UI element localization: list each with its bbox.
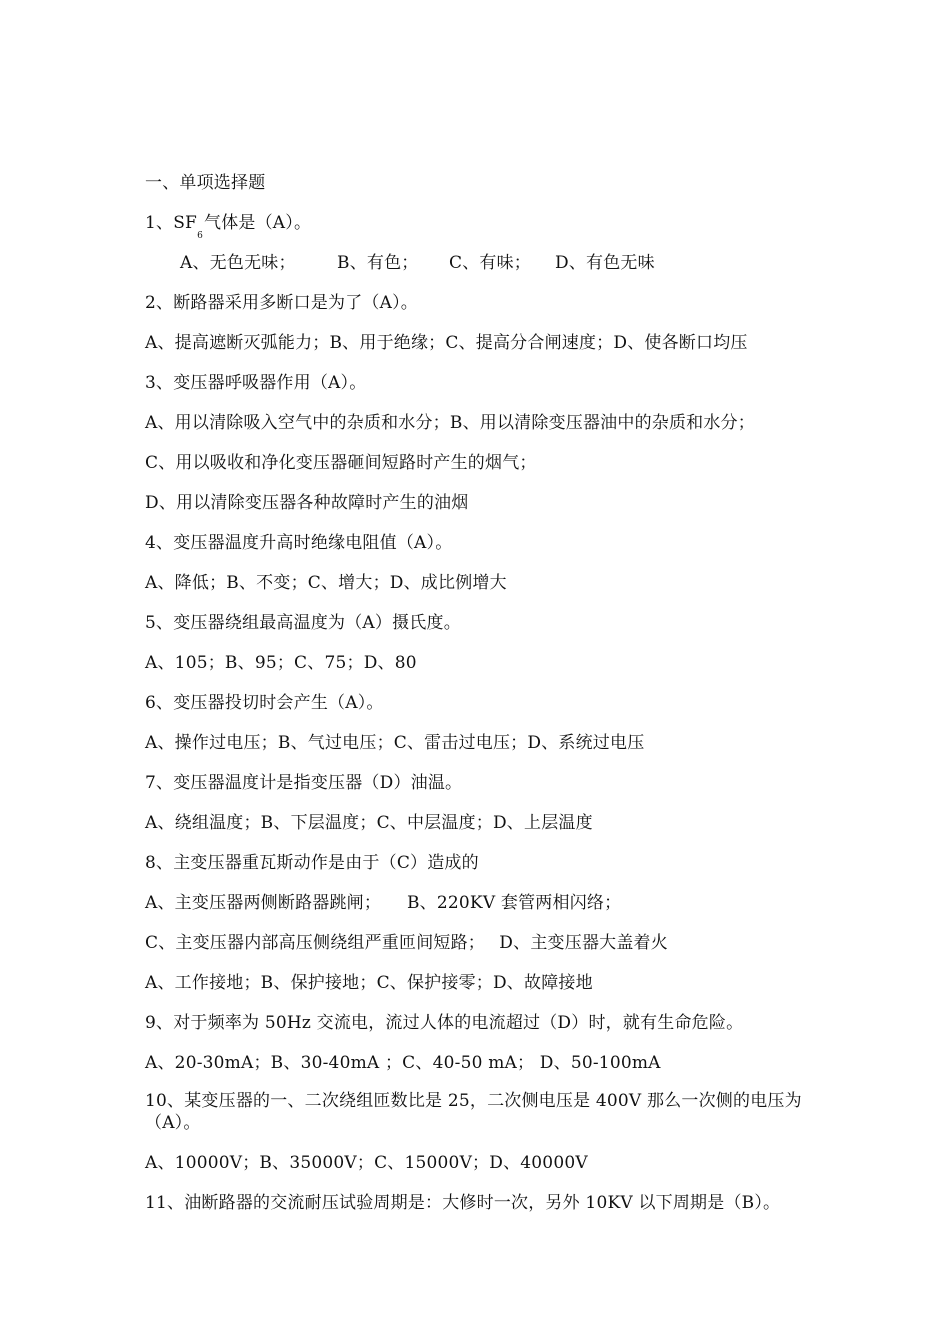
question-9-answers: A、20-30mA；B、30-40mA ；C、40-50 mA； D、50-100mA — [145, 1053, 661, 1073]
question-1-option-a: A、无色无味； — [180, 253, 296, 273]
question-6-answers: A、操作过电压；B、气过电压；C、雷击过电压；D、系统过电压 — [145, 733, 645, 753]
question-8-answers-line-3: A、工作接地；B、保护接地；C、保护接零；D、故障接地 — [145, 973, 593, 993]
question-8: 8、主变压器重瓦斯动作是由于（C）造成的 — [145, 853, 479, 873]
question-7-answers: A、绕组温度；B、下层温度；C、中层温度；D、上层温度 — [145, 813, 593, 833]
question-2-answers: A、提高遮断灭弧能力；B、用于绝缘；C、提高分合闸速度；D、使各断口均压 — [145, 333, 748, 353]
question-8-answers-line-2: C、主变压器内部高压侧绕组严重匝间短路； D、主变压器大盖着火 — [145, 933, 668, 953]
question-4: 4、变压器温度升高时绝缘电阻值（A）。 — [145, 533, 453, 553]
question-9: 9、对于频率为 50Hz 交流电，流过人体的电流超过（D）时，就有生命危险。 — [145, 1013, 744, 1033]
question-11: 11、油断路器的交流耐压试验周期是：大修时一次，另外 10KV 以下周期是（B）。 — [145, 1193, 781, 1213]
question-1-option-c: C、有味； — [449, 253, 532, 273]
question-2: 2、断路器采用多断口是为了（A）。 — [145, 293, 418, 313]
question-5-answers: A、105；B、95；C、75；D、80 — [145, 653, 417, 673]
question-10: 10、某变压器的一、二次绕组匝数比是 25，二次侧电压是 400V 那么一次侧的电压为（A）。 — [145, 1091, 802, 1133]
question-7: 7、变压器温度计是指变压器（D）油温。 — [145, 773, 463, 793]
section-title: 一、单项选择题 — [145, 173, 266, 193]
question-1-option-b: B、有色； — [337, 253, 419, 273]
question-1-prefix: 1、SF — [145, 213, 198, 233]
question-3: 3、变压器呼吸器作用（A）。 — [145, 373, 367, 393]
question-3-answers-line-1: A、用以清除吸入空气中的杂质和水分；B、用以清除变压器油中的杂质和水分； — [145, 413, 755, 433]
question-3-answers-line-3: D、用以清除变压器各种故障时产生的油烟 — [145, 493, 469, 513]
question-3-answers-line-2: C、用以吸收和净化变压器砸间短路时产生的烟气； — [145, 453, 537, 473]
question-8-answers-line-1: A、主变压器两侧断路器跳闸； B、220KV 套管两相闪络； — [145, 893, 622, 913]
question-1 — [145, 212, 312, 241]
question-1-option-d: D、有色无味 — [555, 253, 655, 273]
question-5: 5、变压器绕组最高温度为（A）摄氏度。 — [145, 613, 461, 633]
question-1-subscript: 6 — [197, 231, 203, 241]
question-4-answers: A、降低；B、不变；C、增大；D、成比例增大 — [145, 573, 507, 593]
question-1-suffix: 气体是（A）。 — [204, 213, 312, 233]
question-6: 6、变压器投切时会产生（A）。 — [145, 693, 384, 713]
question-1-options — [180, 252, 655, 274]
question-10-answers: A、10000V；B、35000V；C、15000V；D、40000V — [145, 1153, 588, 1173]
